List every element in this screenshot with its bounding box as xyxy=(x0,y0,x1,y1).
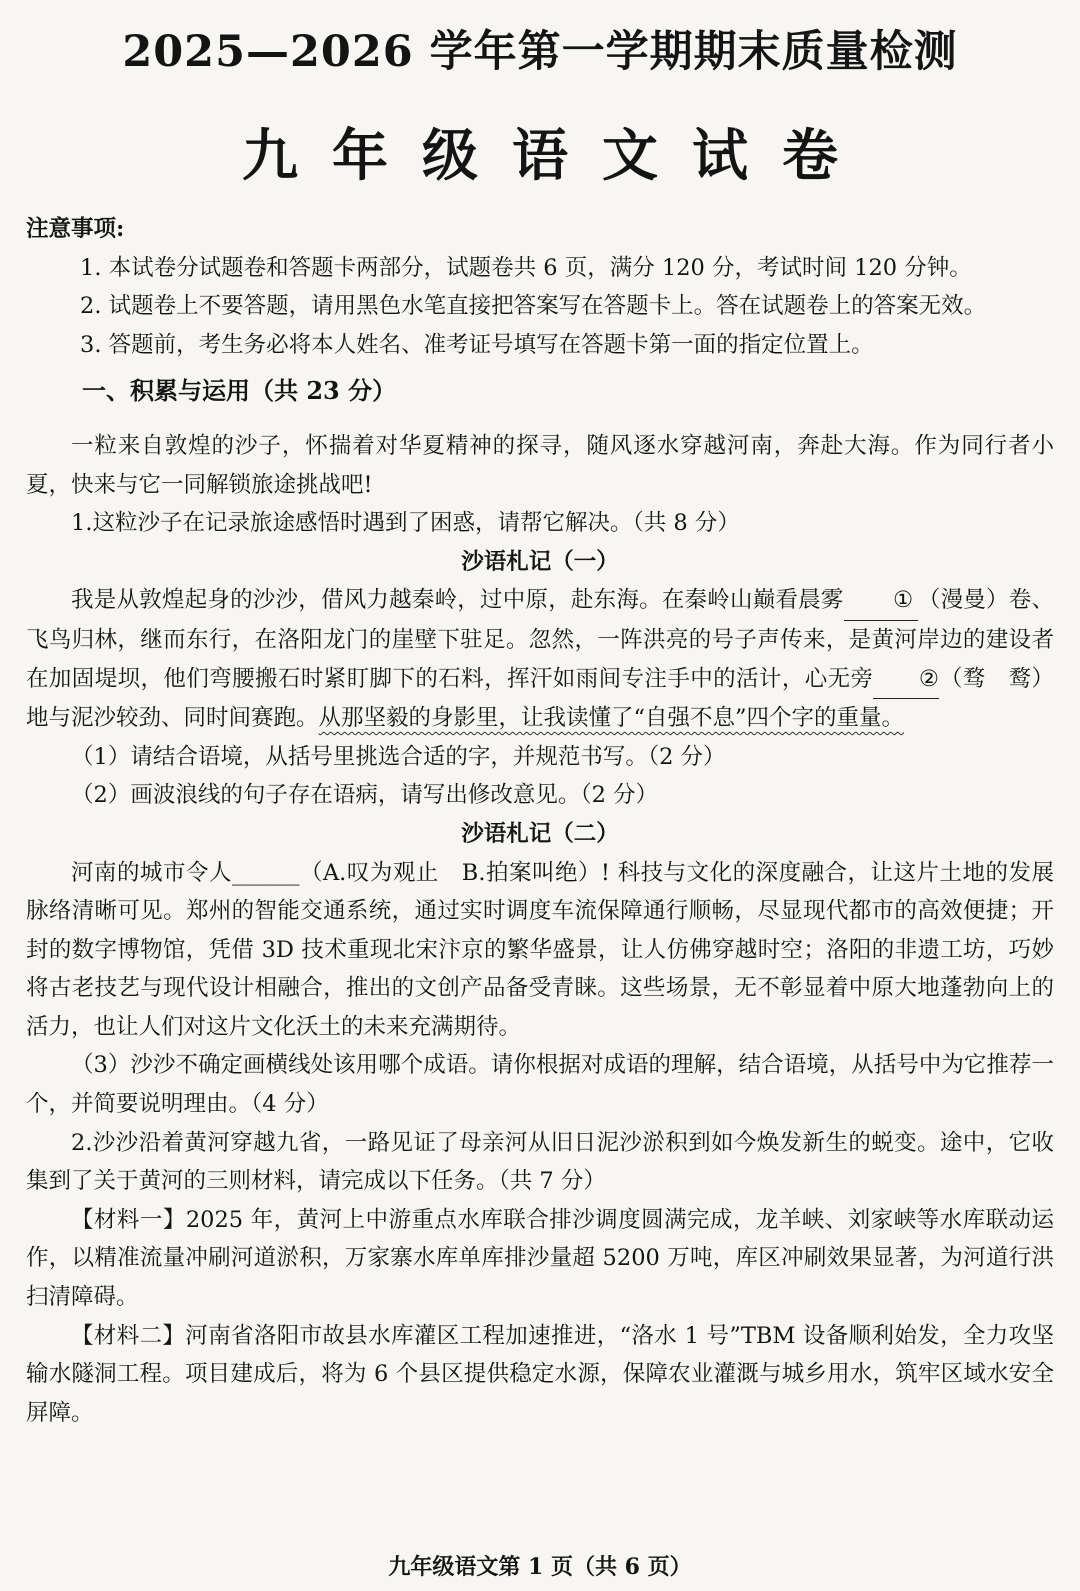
note-2-paragraph xyxy=(26,854,1054,1047)
note-2-title: 沙语札记（二） xyxy=(461,820,619,847)
note-1-title: 沙语札记（一） xyxy=(461,548,619,575)
blank-1: ① xyxy=(844,581,918,621)
notice-item-1: 1. 本试卷分试题卷和答题卡两部分，试题卷共 6 页，满分 120 分，考试时间 120 分钟。 xyxy=(80,254,972,281)
exam-paper-title: 九年级语文试卷 xyxy=(242,123,872,189)
note-2-text-a: 河南的城市令人 xyxy=(71,859,232,886)
sub-question-3: （3）沙沙不确定画横线处该用哪个成语。请你根据对成语的理解，结合语境，从括号中为它推荐一个，并简要说明理由。（4 分） xyxy=(26,1052,1054,1118)
notice-item-2: 2. 试题卷上不要答题，请用黑色水笔直接把答案写在答题卡上。答在试题卷上的答案无效。 xyxy=(80,293,987,320)
exam-body xyxy=(26,210,1054,1432)
wavy-underlined-sentence: 从那坚毅的身影里，让我读懂了“自强不息”四个字的重量。 xyxy=(318,705,905,732)
sub-question-1: （1）请结合语境，从括号里挑选合适的字，并规范书写。（2 分） xyxy=(71,743,726,770)
material-2: 【材料二】河南省洛阳市故县水库灌区工程加速推进，“洛水 1 号”TBM 设备顺利始发，全力攻坚输水隧洞工程。项目建成后，将为 6 个县区提供稳定水源，保障农业灌溉与城乡用水，筑牢区域水安全屏障。 xyxy=(26,1322,1054,1426)
note-2-text-b: （A.叹为观止 B.拍案叫绝）! 科技与文化的深度融合，让这片土地的发展脉络清晰可见。郑州的智能交通系统，通过实时调度车流保障通行顺畅，尽显现代都市的高效便捷；开封的数字博物馆，凭借 3D 技术重现北宋汴京的繁华盛景，让人仿佛穿越时空；洛阳的非遗工坊，巧妙将古老技艺与现代设计相融合，推出的文创产品备受青睐。这些场景，无不彰显着中原大地蓬勃向上的活力，也让人们对这片文化沃土的未来充满期待。 xyxy=(26,859,1054,1040)
sub-question-2: （2）画波浪线的句子存在语病，请写出修改意见。（2 分） xyxy=(71,782,659,809)
note-1-text-b: （漫曼）卷、飞鸟归林，继而东行，在洛阳龙门的崖壁下驻足。忽然，一阵洪亮的号子声传来，是黄河岸边的建设者在加固堤坝，他们弯腰搬石时紧盯脚下的石料，挥汗如雨间专注手中的活计，心无旁 xyxy=(26,587,1054,692)
page-footer: 九年级语文第 1 页（共 6 页） xyxy=(388,1554,692,1580)
blank-2: ② xyxy=(873,660,939,700)
material-1: 【材料一】2025 年，黄河上中游重点水库联合排沙调度圆满完成，龙羊峡、刘家峡等水库联动运作，以精准流量冲刷河道淤积，万家寨水库单库排沙量超 5200 万吨，库区冲刷效果显著，为河道行洪扫清障碍。 xyxy=(26,1206,1054,1311)
note-1-text-c: （骛 鹜）地与泥沙较劲、同时间赛跑。 xyxy=(26,665,1054,732)
question-1: 1.这粒沙子在记录旅途感悟时遇到了困惑，请帮它解决。（共 8 分） xyxy=(71,510,740,537)
note-1-paragraph xyxy=(26,581,1054,737)
blank-3: ______ xyxy=(231,859,300,886)
notice-heading: 注意事项: xyxy=(26,216,125,242)
question-2: 2.沙沙沿着黄河穿越九省，一路见证了母亲河从旧日泥沙淤积到如今焕发新生的蜕变。途中，它收集到了关于黄河的三则材料，请完成以下任务。（共 7 分） xyxy=(26,1129,1054,1195)
section-heading: 一、积累与运用（共 23 分） xyxy=(82,376,397,406)
note-1-text-a: 我是从敦煌起身的沙沙，借风力越秦岭，过中原，赴东海。在秦岭山巅看晨雾 xyxy=(71,587,844,614)
exam-period-title: 2025—2026 学年第一学期期末质量检测 xyxy=(122,27,958,77)
notice-item-3: 3. 答题前，考生务必将本人姓名、准考证号填写在答题卡第一面的指定位置上。 xyxy=(80,331,874,358)
section-intro: 一粒来自敦煌的沙子，怀揣着对华夏精神的探寻，随风逐水穿越河南，奔赴大海。作为同行者小夏，快来与它一同解锁旅途挑战吧! xyxy=(26,432,1054,498)
